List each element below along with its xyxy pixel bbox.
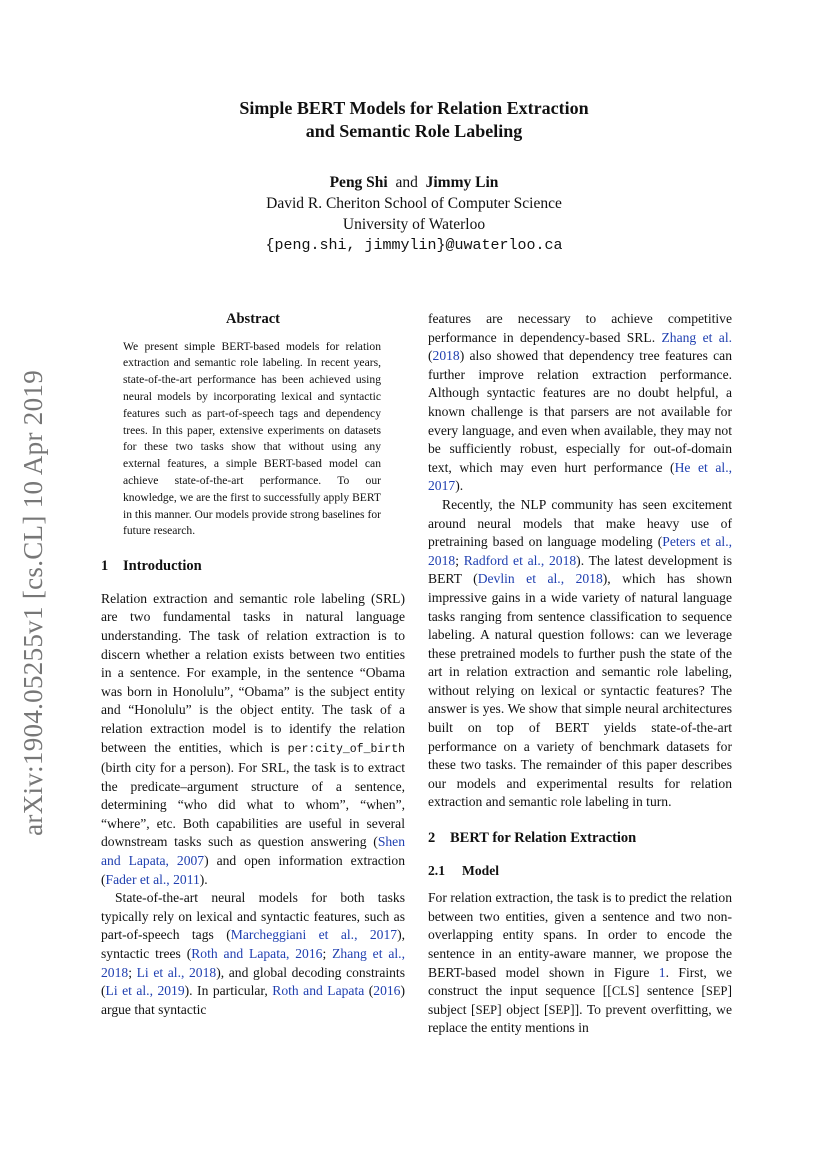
author-1: Peng Shi xyxy=(329,174,388,191)
citation-link[interactable]: Li et al., 2019 xyxy=(105,983,185,999)
citation-link[interactable]: Marcheggiani et al., 2017 xyxy=(230,927,398,943)
section-title: BERT for Relation Extraction xyxy=(450,830,637,847)
text-run: features are necessary to achieve competitive performance in dependency-based SRL. xyxy=(428,311,732,345)
paper-title xyxy=(0,97,828,143)
citation-link[interactable]: Zhang et al. xyxy=(661,329,733,345)
token-sep: SEP xyxy=(705,984,728,999)
text-run: Recently, the NLP community has seen excitement around neural models that make heavy use of pretraining based on language modeling ( xyxy=(428,496,732,550)
token-sep: SEP xyxy=(475,1002,498,1017)
abstract-heading: Abstract xyxy=(226,311,280,327)
section2-paragraph-1 xyxy=(428,889,732,1038)
author-names xyxy=(0,172,828,193)
text-run: ; xyxy=(455,552,464,568)
citation-link[interactable]: Roth and Lapata, 2016 xyxy=(191,946,323,962)
text-run: ), and global decoding constraints ( xyxy=(101,964,405,999)
citation-link[interactable]: Roth and Lapata xyxy=(272,983,365,999)
section-heading-introduction xyxy=(101,557,405,576)
affiliation-1: David R. Cheriton School of Computer Science xyxy=(266,195,562,212)
text-run: ) also showed that dependency tree features can further improve relation extraction performance. Although syntactic features are no doubt helpful, a known challenge is that parsers are not available for every language, and even when available, they may not be sufficiently robust, especially for out-of-domain text, which may even hurt performance ( xyxy=(428,348,732,475)
text-run: ). xyxy=(199,871,208,887)
subsection-title: Model xyxy=(462,862,499,878)
citation-link[interactable]: Shen and Lapata, 2007 xyxy=(101,834,405,869)
citation-link[interactable]: Zhang et al., 2018 xyxy=(101,946,405,980)
text-run: ]]. To prevent overfitting, we replace the entity mentions in xyxy=(428,1001,733,1036)
text-run: ] sentence [ xyxy=(634,983,706,999)
section-number: 2 xyxy=(428,830,436,847)
text-run: ) and open information extraction ( xyxy=(101,853,405,887)
text-run: ; xyxy=(322,946,333,962)
text-run: ). The latest development is BERT ( xyxy=(428,552,732,587)
right-column xyxy=(428,310,732,1038)
section-title: Introduction xyxy=(123,558,202,575)
citation-link[interactable]: Peters et al., 2018 xyxy=(428,534,733,568)
text-run: ( xyxy=(428,348,433,364)
text-run: (birth city for a person). For SRL, the task is to extract the predicate–argument structure of a sentence, determining “who did what to whom”, “when”, “where”, etc. Both capabilities are useful in several downstream tasks such as question answering ( xyxy=(101,760,405,850)
text-run: State-of-the-art neural models for both tasks typically rely on lexical and syntactic features, such as part-of-speech tags ( xyxy=(101,890,405,943)
intro-paragraph-3 xyxy=(428,310,732,496)
text-run: ] object [ xyxy=(497,1001,549,1017)
citation-link[interactable]: Radford et al., 2018 xyxy=(463,552,577,568)
citation-link[interactable]: Fader et al., 2011 xyxy=(105,871,200,887)
section-heading-bert-relation-extraction xyxy=(428,829,732,848)
left-column xyxy=(101,310,405,1019)
citation-link[interactable]: 2018 xyxy=(432,348,460,364)
arxiv-stamp: arXiv:1904.05255v1 [cs.CL] 10 Apr 2019 xyxy=(18,370,48,836)
citation-link[interactable]: 2016 xyxy=(373,983,401,999)
citation-link[interactable]: Li et al., 2018 xyxy=(136,964,217,980)
text-run: Relation extraction and semantic role labeling (SRL) are two fundamental tasks in natural language understanding. The task of relation extraction is to discern whether a relation exists between two entities in a sentence. For example, in the sentence “Obama was born in Honolulu”, “Obama” is the subject entity and “Honolulu” is the object entity. The task of a relation extraction model is to identify the relation between the entities, which is xyxy=(101,590,405,755)
citation-link[interactable]: Devlin et al., 2018 xyxy=(477,571,603,587)
intro-paragraph-4 xyxy=(428,496,732,812)
title-line-1: Simple BERT Models for Relation Extraction xyxy=(239,98,589,118)
text-run: ] subject [ xyxy=(428,983,732,1017)
text-run: ) argue that syntactic xyxy=(101,983,405,1017)
affiliation-2: University of Waterloo xyxy=(342,216,486,233)
text-run: ). In particular, xyxy=(184,983,273,999)
token-sep: SEP xyxy=(548,1002,571,1017)
abstract-text: We present simple BERT-based models for relation extraction and semantic role labeling. In recent years, state-of-the-art performance has been achieved using neural models by incorporating lexical and syntactic features such as part-of-speech tags and dependency trees. In this paper, extensive experiments on datasets for these two tasks show that without using any external features, a simple BERT-based model can achieve state-of-the-art performance. To our knowledge, we are the first to successfully apply BERT in this manner. Our models provide strong baselines for future research. xyxy=(123,339,381,538)
author-2: Jimmy Lin xyxy=(425,174,499,191)
text-run: . First, we construct the input sequence [[ xyxy=(428,964,733,999)
subsection-heading-model xyxy=(428,862,732,881)
figure-link[interactable]: 1 xyxy=(658,964,666,980)
relation-label: per:city_of_birth xyxy=(287,742,405,756)
text-run: For relation extraction, the task is to predict the relation between two entities, given a sentence and two non-overlapping entity spans. In order to encode the sentence in an entity-aware manner, we propose the BERT-based model shown in Figure xyxy=(428,890,732,980)
token-cls: CLS xyxy=(611,984,635,999)
text-run: ), syntactic trees ( xyxy=(101,927,406,962)
author-email: {peng.shi, jimmylin}@uwaterloo.ca xyxy=(265,237,563,254)
text-run: ), which has shown impressive gains in a wide variety of natural language tasks ranging from sentence classification to sequence labeling. A natural question follows: can we leverage these pretrained models to further push the state of the art in relation extraction and semantic role labeling, without relying on lexical or syntactic features? The answer is yes. We show that simple neural architectures built on top of BERT yields state-of-the-art performance on a variety of benchmark datasets for these two tasks. The remainder of this paper describes our models and experimental results for relation extraction and semantic role labeling in turn. xyxy=(428,571,732,810)
citation-link[interactable]: He et al., 2017 xyxy=(428,459,732,494)
text-run: ). xyxy=(455,478,464,494)
author-block xyxy=(0,172,828,256)
intro-paragraph-1 xyxy=(101,590,405,890)
author-and: and xyxy=(395,174,418,191)
intro-paragraph-2 xyxy=(101,889,405,1019)
text-run: ; xyxy=(128,964,137,980)
text-run: ( xyxy=(364,983,374,999)
title-line-2: and Semantic Role Labeling xyxy=(305,121,523,141)
section-number: 1 xyxy=(101,558,109,575)
subsection-number: 2.1 xyxy=(428,862,445,878)
